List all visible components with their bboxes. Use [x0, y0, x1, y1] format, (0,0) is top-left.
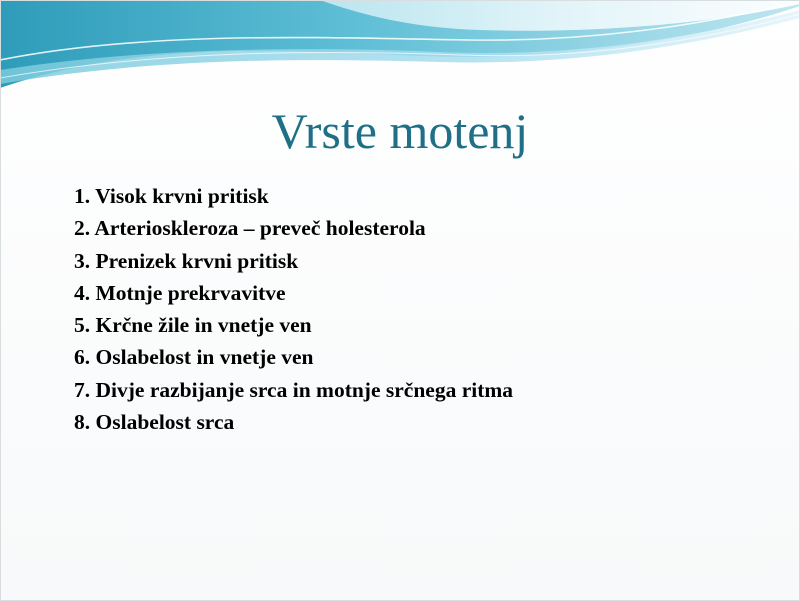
list-item: 7. Divje razbijanje srca in motnje srčnega ritma — [74, 377, 514, 402]
list-item: 4. Motnje prekrvavitve — [74, 280, 286, 305]
slide-title: Vrste motenj — [271, 103, 529, 159]
list-item: 6. Oslabelost in vnetje ven — [74, 345, 314, 370]
list-item: 8. Oslabelost srca — [74, 410, 235, 435]
list-item: 3. Prenizek krvni pritisk — [74, 248, 299, 273]
list-item: 2. Arterioskleroza – preveč holesterola — [74, 216, 426, 241]
list-item: 1. Visok krvni pritisk — [74, 184, 269, 208]
disorder-list — [74, 180, 513, 438]
decorative-wave-banner — [0, 0, 800, 100]
list-item: 5. Krčne žile in vnetje ven — [74, 313, 312, 338]
